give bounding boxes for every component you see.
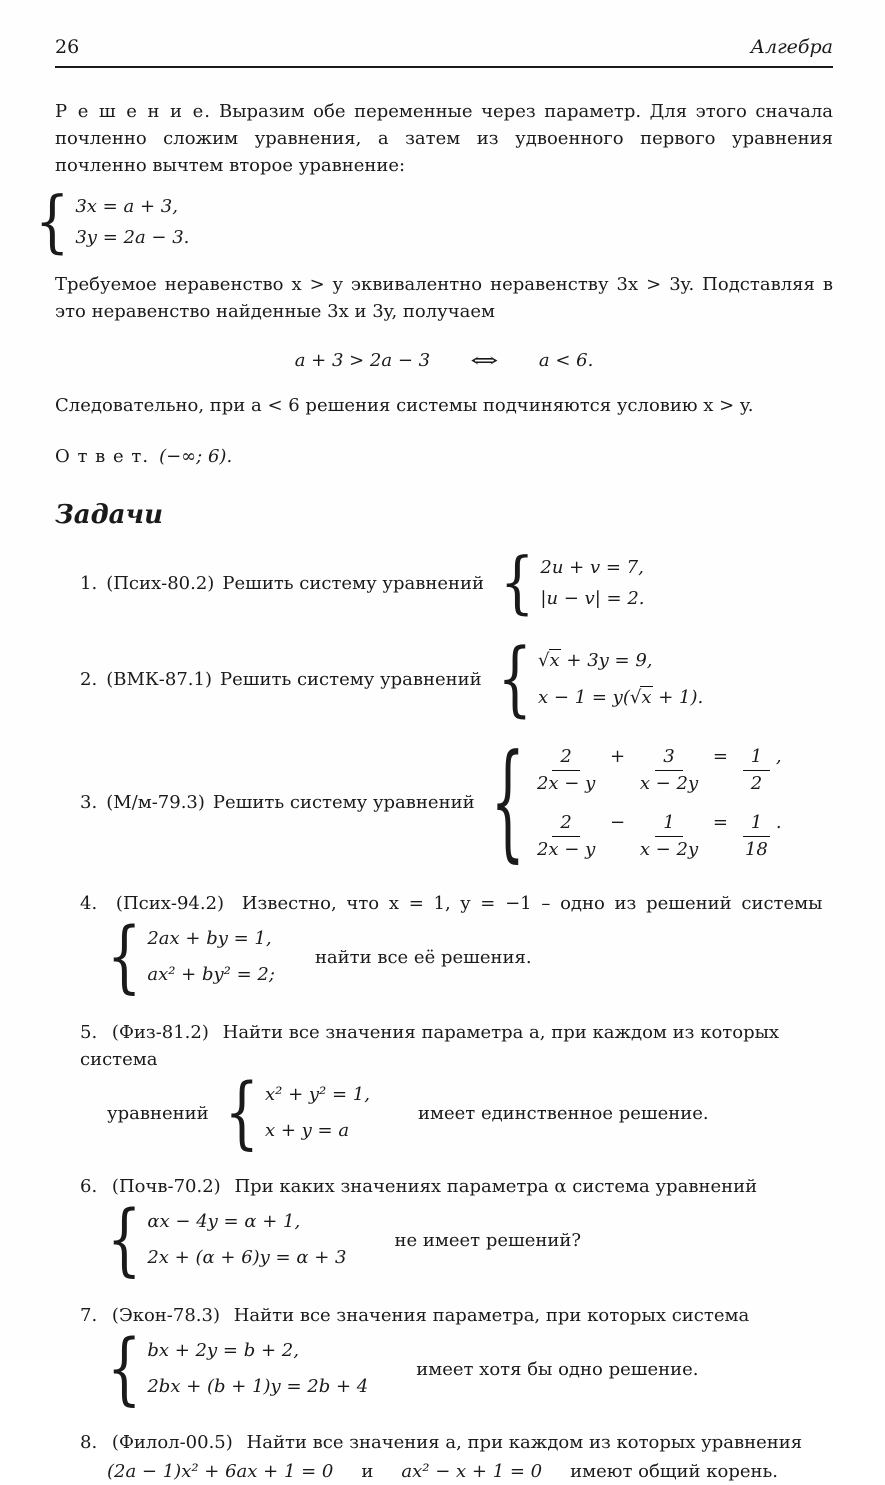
problem-number: 7. (80, 1305, 98, 1326)
problem-source: (Физ-81.2) (111, 1022, 209, 1043)
system-brace: { (35, 182, 70, 261)
equation: 2u + v = 7, (540, 557, 644, 578)
radical-sign: √ (629, 687, 642, 708)
row-label: уравнений (107, 1102, 209, 1124)
problem-text: Найти все значения параметра, при которых система (233, 1305, 750, 1326)
fraction: $\frac{2}{2x - y}$ (536, 812, 596, 860)
fraction: $\frac{1}{18}$ (743, 812, 770, 861)
equation (537, 809, 782, 861)
system-brace: { (107, 910, 142, 1002)
problem-text: Известно, что x = 1, y = −1 – одно из решений системы (241, 893, 823, 914)
problem-source: (Псих-80.2) (106, 572, 215, 594)
equation-system (107, 1322, 369, 1414)
equation-system (107, 1193, 347, 1285)
problem-text-after: имеют общий корень. (570, 1461, 779, 1482)
equation: 2ax + by = 1, (147, 928, 272, 949)
equation (538, 642, 703, 679)
problem-2 (55, 631, 833, 726)
problem-text-after: имеет единственное решение. (417, 1102, 709, 1124)
inequality-line (55, 347, 833, 374)
fraction: $\frac{1}{2}$ (743, 746, 770, 795)
problem-number: 8. (80, 1432, 98, 1453)
inequality-left: a + 3 > 2a − 3 (294, 350, 431, 371)
system-brace: { (107, 1322, 142, 1414)
operator: + (609, 746, 626, 767)
answer-line (55, 443, 833, 470)
problem-text: При каких значениях параметра α система уравнений (234, 1176, 758, 1197)
equation-system (107, 910, 275, 1002)
equation: |u − v| = 2. (540, 588, 645, 609)
radical-sign: √ (538, 650, 550, 671)
equation: 2x + (α + 6)y = α + 3 (147, 1247, 347, 1268)
problem-number: 2. (80, 668, 98, 690)
problem-text-after: найти все её решения. (314, 946, 532, 968)
problem-4 (55, 890, 833, 1002)
problem-source: (Почв-70.2) (111, 1176, 221, 1197)
iff-arrow: ⇔ (470, 348, 499, 372)
problem-text: Решить систему уравнений (222, 572, 485, 594)
problem-number: 3. (80, 791, 98, 813)
solution-paragraph-2: Требуемое неравенство x > y эквивалентно неравенству 3x > 3y. Подставляя в это неравенство найденные 3x и 3y, получаем (55, 274, 833, 322)
fraction: $\frac{3}{x - 2y}$ (639, 746, 699, 794)
problem-number: 5. (80, 1022, 98, 1043)
system-brace: { (500, 543, 535, 622)
problem-text: Найти все значения a, при каждом из которых уравнения (246, 1432, 803, 1453)
punctuation: , (775, 746, 782, 767)
equals-sign: = (712, 746, 728, 767)
equation-pre: x − 1 = y( (538, 687, 630, 708)
problem-text: Найти все значения параметра a, при каждом из которых система (80, 1022, 780, 1070)
operator: − (609, 812, 626, 833)
problem-1 (55, 543, 833, 622)
problem-number: 6. (80, 1176, 98, 1197)
equation: 3y = 2a − 3. (75, 227, 190, 248)
conclusion: Следовательно, при a < 6 решения системы подчиняются условию x > y. (55, 395, 754, 416)
problem-8 (55, 1429, 833, 1485)
running-title: Алгебра (750, 36, 833, 58)
equation (537, 743, 782, 795)
problem-text: Решить систему уравнений (212, 791, 475, 813)
inequality-right: a < 6. (538, 350, 594, 371)
equation-rest: + 1). (652, 687, 704, 708)
fraction: $\frac{2}{2x - y}$ (536, 746, 596, 794)
problem-text: Решить систему уравнений (219, 668, 482, 690)
conjunction: и (361, 1461, 374, 1482)
problem-3 (55, 726, 833, 875)
problem-source: (Филол-00.5) (111, 1432, 233, 1453)
punctuation: . (775, 812, 782, 833)
problem-text-after: имеет хотя бы одно решение. (416, 1358, 699, 1380)
equation-system (497, 631, 704, 726)
problem-source: (Экон-78.3) (111, 1305, 220, 1326)
solution-paragraph (55, 98, 833, 179)
system-brace: { (224, 1066, 259, 1158)
problem-7 (55, 1302, 833, 1414)
equation (538, 679, 703, 716)
radicand: x (549, 650, 560, 671)
equation: 3x = a + 3, (75, 196, 178, 217)
answer-label: О т в е т. (55, 446, 150, 467)
equation: x² + y² = 1, (264, 1084, 370, 1105)
answer-value: (−∞; 6). (159, 446, 233, 467)
system-brace: { (490, 726, 525, 875)
problem-text-after: не имеет решений? (394, 1229, 582, 1251)
equation: 2bx + (b + 1)y = 2b + 4 (147, 1376, 369, 1397)
system-brace: { (497, 631, 533, 726)
problem-source: (ВМК-87.1) (106, 668, 212, 690)
equation-rest: + 3y = 9, (560, 650, 653, 671)
system-brace: { (107, 1193, 142, 1285)
equation: x + y = a (264, 1120, 350, 1141)
problem-source: (М/м-79.3) (106, 791, 205, 813)
equation-system (500, 543, 645, 622)
equation: ax² − x + 1 = 0 (401, 1461, 543, 1482)
equals-sign: = (712, 812, 728, 833)
radicand: x (641, 687, 652, 708)
equation: (2a − 1)x² + 6ax + 1 = 0 (107, 1461, 334, 1482)
solution-label: Р е ш е н и е. (55, 101, 211, 122)
page-header (55, 34, 833, 68)
tasks-heading: Задачи (55, 500, 164, 530)
equation-system (490, 726, 782, 875)
problem-6 (55, 1173, 833, 1285)
problem-number: 4. (80, 893, 98, 914)
problem-source: (Псих-94.2) (115, 893, 225, 914)
equation: αx − 4y = α + 1, (147, 1211, 301, 1232)
fraction: $\frac{1}{x - 2y}$ (639, 812, 699, 860)
solution-system (35, 182, 190, 261)
equation: ax² + by² = 2; (147, 964, 275, 985)
equation-system (224, 1066, 370, 1158)
solution-intro: Выразим обе переменные через параметр. Для этого сначала почленно сложим уравнения, а затем из удвоенного первого уравнения почленно вычтем второе уравнение: (55, 101, 833, 176)
page-number: 26 (55, 36, 80, 58)
equation: bx + 2y = b + 2, (147, 1340, 299, 1361)
problem-5 (55, 1019, 833, 1158)
problem-number: 1. (80, 572, 98, 594)
